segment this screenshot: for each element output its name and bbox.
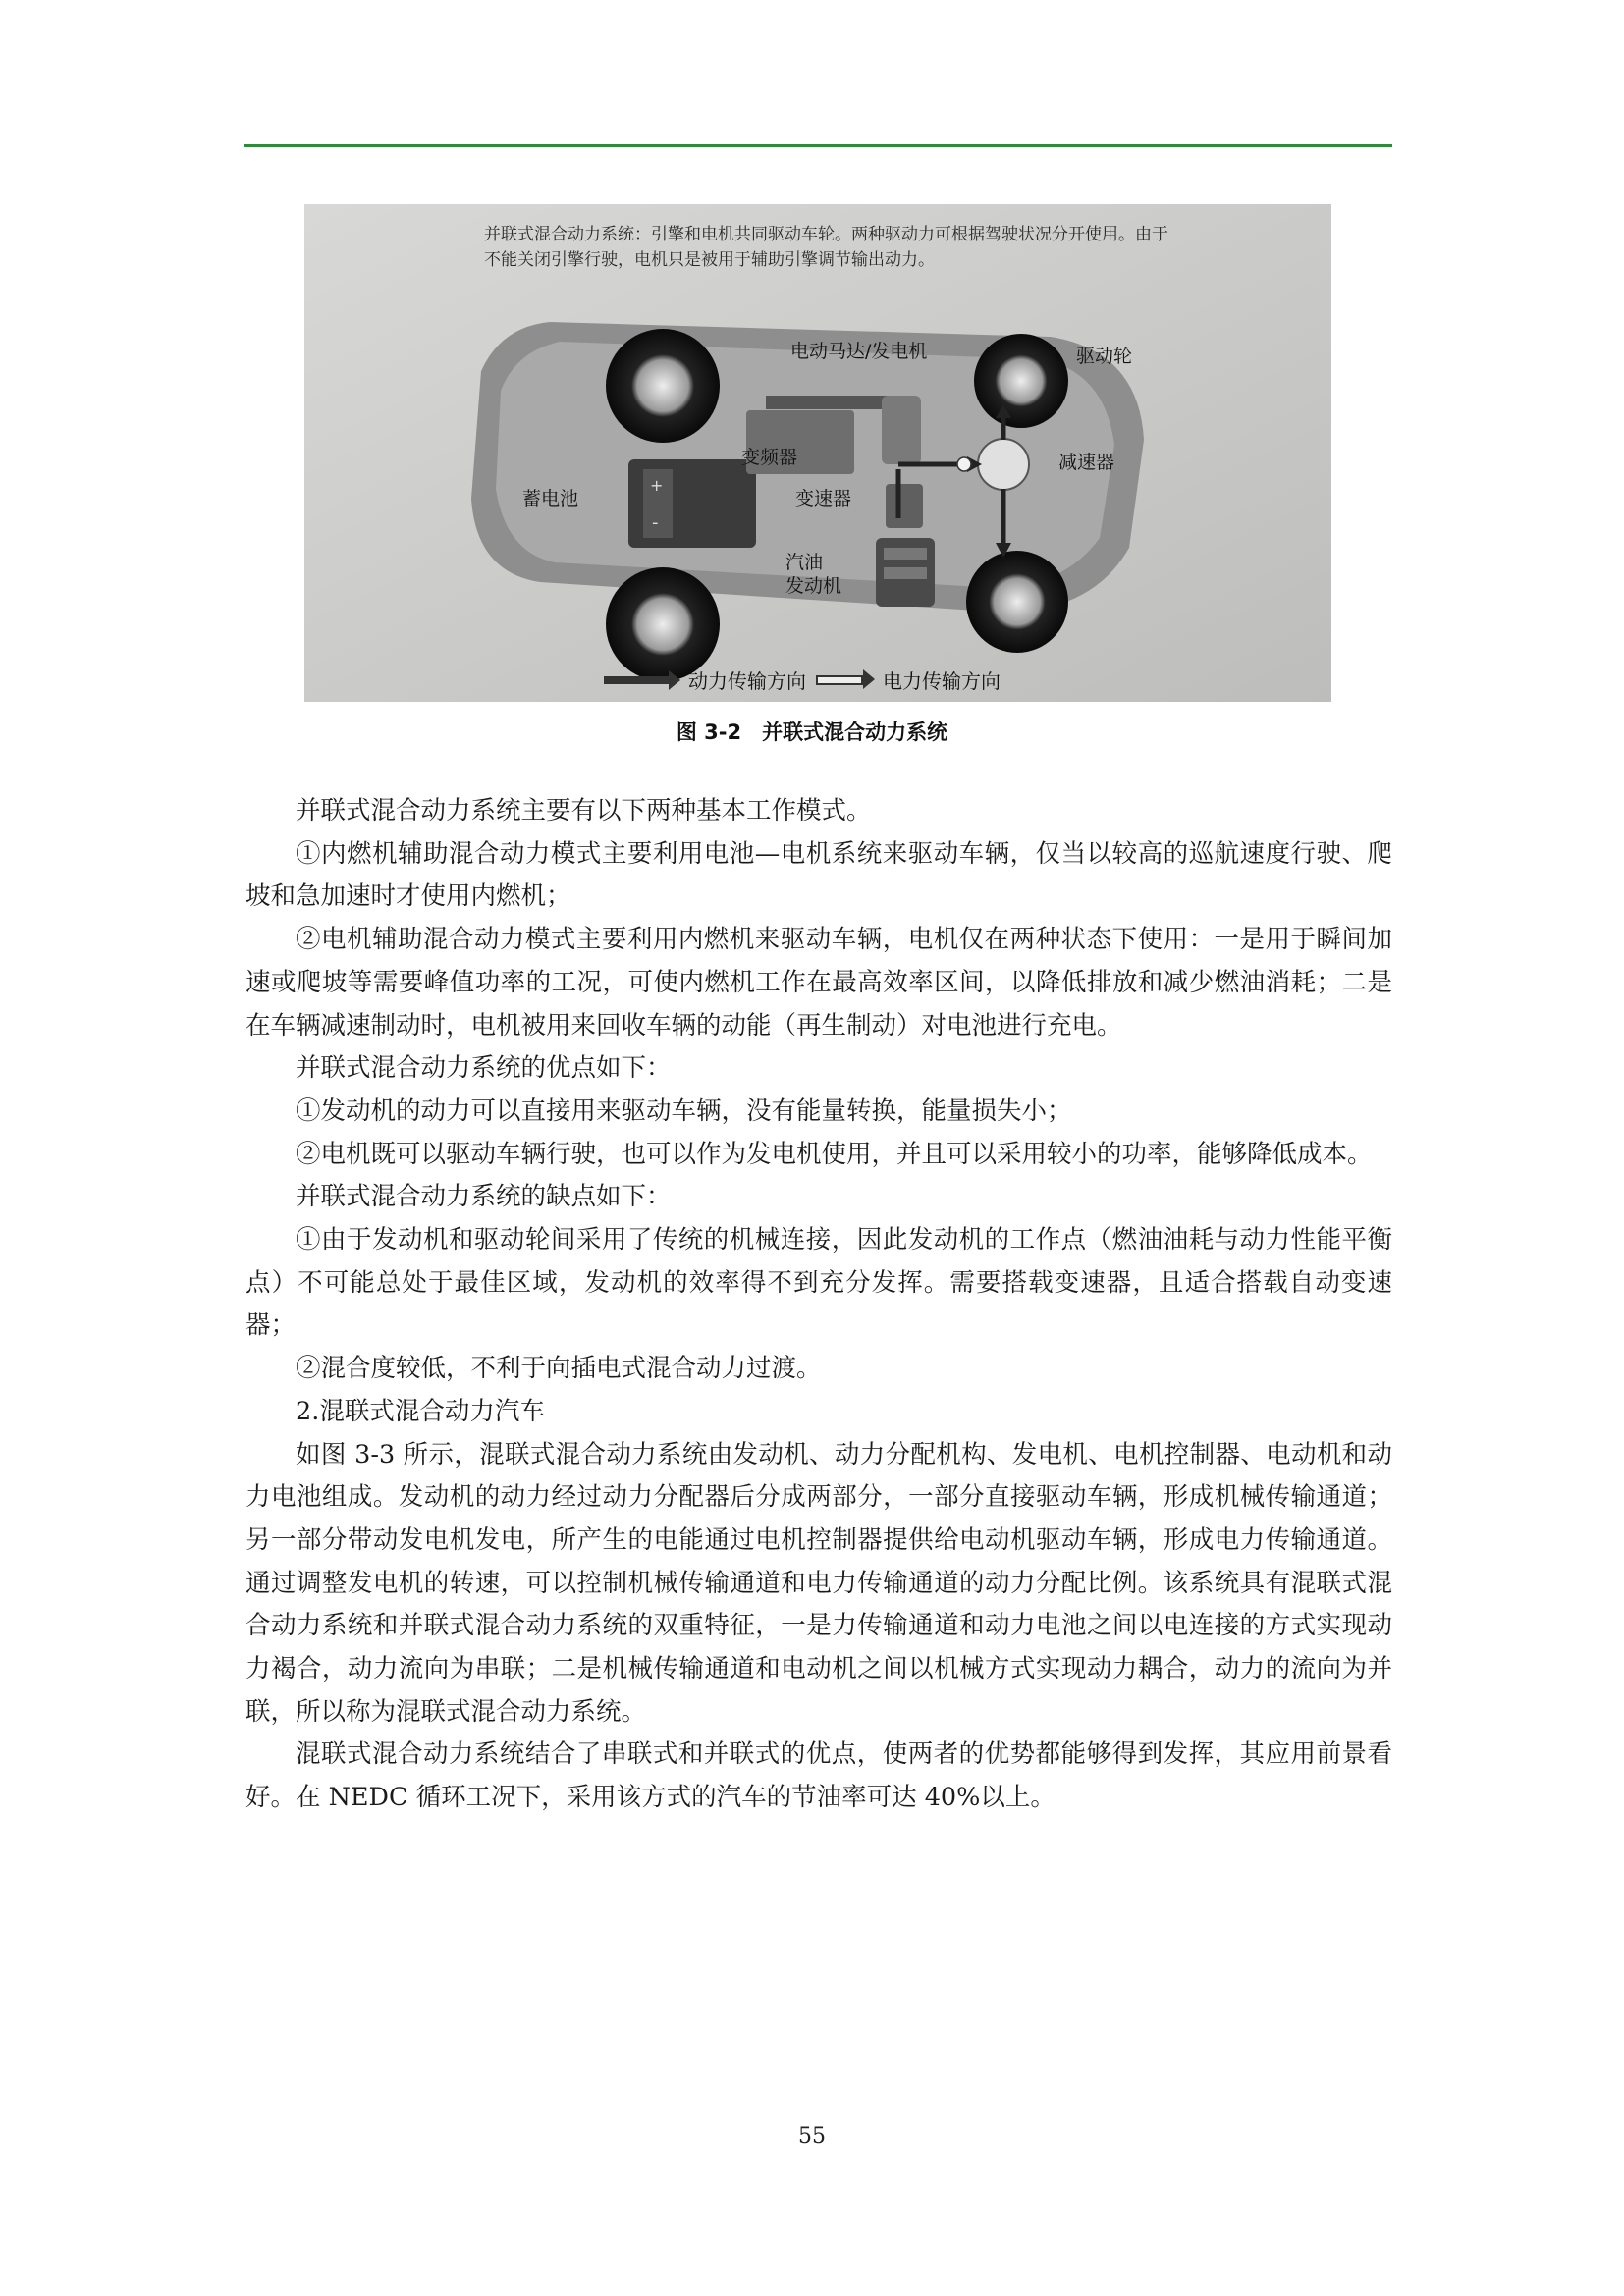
paragraph: ①发动机的动力可以直接用来驱动车辆，没有能量转换，能量损失小；	[296, 1095, 1072, 1126]
paragraph: 并联式混合动力系统的缺点如下：	[296, 1182, 672, 1212]
solid-arrow-icon	[604, 676, 669, 684]
figure-description: 并联式混合动力系统：引擎和电机共同驱动车轮。两种驱动力可根据驾驶状况分开使用。由于不能关闭引擎行驶，电机只是被用于辅助引擎调节输出动力。	[484, 225, 1168, 270]
paragraph: 并联式混合动力系统的优点如下：	[296, 1053, 672, 1084]
svg-text:+: +	[650, 476, 664, 495]
label-engine: 汽油 发动机	[785, 552, 842, 597]
figure-photo	[304, 204, 1331, 702]
figure-caption: 图 3-2 并联式混合动力系统	[676, 721, 948, 744]
paragraph: 混联式混合动力系统结合了串联式和并联式的优点，使两者的优势都能够得到发挥，其应用前景看好。在 NEDC 循环工况下，采用该方式的汽车的节油率可达 40%以上。	[245, 1739, 1392, 1813]
hybrid-system-illustration	[304, 204, 1331, 702]
label-drive-wheel: 驱动轮	[1076, 346, 1133, 367]
label-motor-generator: 电动马达/发电机	[790, 341, 928, 362]
hollow-arrow-icon	[816, 675, 863, 685]
paragraph: 如图 3-3 所示，混联式混合动力系统由发动机、动力分配机构、发电机、电机控制器、电动机和动力电池组成。发动机的动力经过动力分配器后分成两部分，一部分直接驱动车辆，形成机械传输通道；另一部分带动发电机发电，所产生的电能通过电机控制器提供给电动机驱动车辆，形成电力传输通道。通过调整发电机的转速，可以控制机械传输通道和电力传输通道的动力分配比例。该系统具有混联式混合动力系统和并联式混合动力系统的双重特征，一是力传输通道和动力电池之间以电连接的方式实现动力褐合，动力流向为串联；二是机械传输通道和电动机之间以机械方式实现动力耦合，动力的流向为并联，所以称为混联式混合动力系统。	[245, 1439, 1392, 1727]
legend-power: 动力传输方向	[688, 669, 806, 693]
figure-legend	[604, 666, 1001, 694]
paragraph: 并联式混合动力系统主要有以下两种基本工作模式。	[296, 796, 872, 826]
legend-electric: 电力传输方向	[883, 669, 1001, 693]
svg-text:-: -	[652, 512, 659, 533]
label-battery: 蓄电池	[522, 488, 579, 509]
header-rule	[244, 144, 1392, 147]
label-transmission: 变速器	[795, 488, 852, 509]
paragraph: ①由于发动机和驱动轮间采用了传统的机械连接，因此发动机的工作点（燃油油耗与动力性能平衡点）不可能总处于最佳区域，发动机的效率得不到充分发挥。需要搭载变速器，且适合搭载自动变速器；	[245, 1225, 1392, 1341]
paragraph: ②混合度较低，不利于向插电式混合动力过渡。	[296, 1354, 822, 1384]
section-heading: 2.混联式混合动力汽车	[296, 1396, 545, 1426]
label-reducer: 减速器	[1058, 452, 1115, 473]
paragraph: ①内燃机辅助混合动力模式主要利用电池—电机系统来驱动车辆，仅当以较高的巡航速度行驶、爬坡和急加速时才使用内燃机；	[245, 838, 1392, 912]
page-number: 55	[798, 2124, 826, 2149]
wheel-front-left	[606, 329, 720, 443]
body-text	[245, 790, 1392, 1820]
paragraph: ②电机辅助混合动力模式主要利用内燃机来驱动车辆，电机仅在两种状态下使用：一是用于瞬间加速或爬坡等需要峰值功率的工况，可使内燃机工作在最高效率区间，以降低排放和减少燃油消耗；二是在车辆减速制动时，电机被用来回收车辆的动能（再生制动）对电池进行充电。	[245, 925, 1392, 1041]
label-inverter: 变频器	[741, 447, 798, 468]
paragraph: ②电机既可以驱动车辆行驶，也可以作为发电机使用，并且可以采用较小的功率，能够降低成本。	[296, 1139, 1373, 1169]
